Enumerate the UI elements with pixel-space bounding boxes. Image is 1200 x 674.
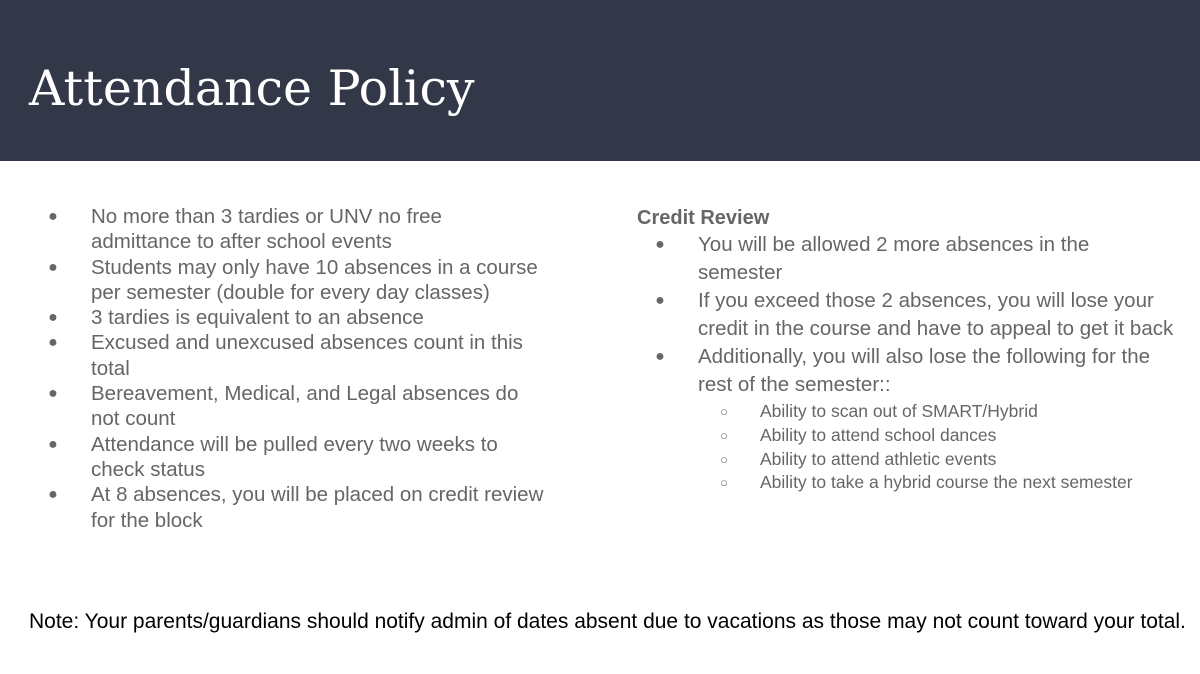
list-item <box>45 255 545 306</box>
list-item-text: 3 tardies is equivalent to an absence <box>91 306 424 330</box>
hollow-bullet-icon: ○ <box>720 451 728 467</box>
note-text: Note: Your parents/guardians should notify admin of dates absent due to vacations as those may not count toward your total. <box>29 610 1186 633</box>
list-item-text: Students may only have 10 absences in a course per semester (double for every day classes) <box>91 255 538 304</box>
bullet-icon: ● <box>48 309 58 327</box>
list-item <box>637 343 1177 495</box>
list-item-text: Excused and unexcused absences count in this total <box>91 331 523 380</box>
bullet-icon: ● <box>655 348 665 365</box>
bullet-icon: ● <box>48 258 58 276</box>
list-item-text: Additionally, you will also lose the following for the rest of the semester:: <box>698 345 1151 396</box>
list-item <box>45 204 545 255</box>
credit-review-list <box>637 231 1177 495</box>
bullet-icon: ● <box>48 334 58 352</box>
title-bar <box>0 0 1200 161</box>
consequences-sublist <box>698 400 1177 495</box>
list-item-text: No more than 3 tardies or UNV no free admittance to after school events <box>91 205 442 254</box>
bullet-icon: ● <box>655 292 665 309</box>
slide-title: Attendance Policy <box>29 60 475 117</box>
sub-list-item-text: Ability to attend athletic events <box>760 448 997 469</box>
list-item-text: You will be allowed 2 more absences in the semester <box>698 233 1090 284</box>
bullet-icon: ● <box>48 486 58 504</box>
list-item <box>637 287 1177 343</box>
list-item <box>45 482 545 533</box>
bullet-icon: ● <box>48 208 58 225</box>
list-item-text: If you exceed those 2 absences, you will lose your credit in the course and have to appeal to get it back <box>698 289 1174 340</box>
sub-list-item <box>698 424 1177 448</box>
hollow-bullet-icon: ○ <box>720 404 728 419</box>
sub-list-item-text: Ability to scan out of SMART/Hybrid <box>760 401 1038 421</box>
sub-list-item <box>698 448 1177 472</box>
list-item-text: Bereavement, Medical, and Legal absences do not count <box>91 382 519 431</box>
policy-list <box>45 204 545 533</box>
sub-list-item-text: Ability to take a hybrid course the next semester <box>760 472 1133 493</box>
left-column <box>45 204 545 533</box>
list-item-text: At 8 absences, you will be placed on credit review for the block <box>91 483 544 532</box>
hollow-bullet-icon: ○ <box>720 427 728 443</box>
bullet-icon: ● <box>655 236 665 253</box>
sub-list-item <box>698 400 1177 424</box>
sub-list-item <box>698 471 1177 495</box>
hollow-bullet-icon: ○ <box>720 475 728 491</box>
list-item-text: Attendance will be pulled every two weeks to check status <box>91 432 498 481</box>
right-column <box>637 205 1177 495</box>
list-item <box>45 381 545 432</box>
bullet-icon: ● <box>48 385 58 403</box>
list-item <box>45 305 545 330</box>
credit-review-heading: Credit Review <box>637 207 770 229</box>
list-item <box>45 432 545 483</box>
sub-list-item-text: Ability to attend school dances <box>760 424 997 445</box>
list-item <box>637 231 1177 287</box>
list-item <box>45 330 545 381</box>
bullet-icon: ● <box>48 435 58 453</box>
